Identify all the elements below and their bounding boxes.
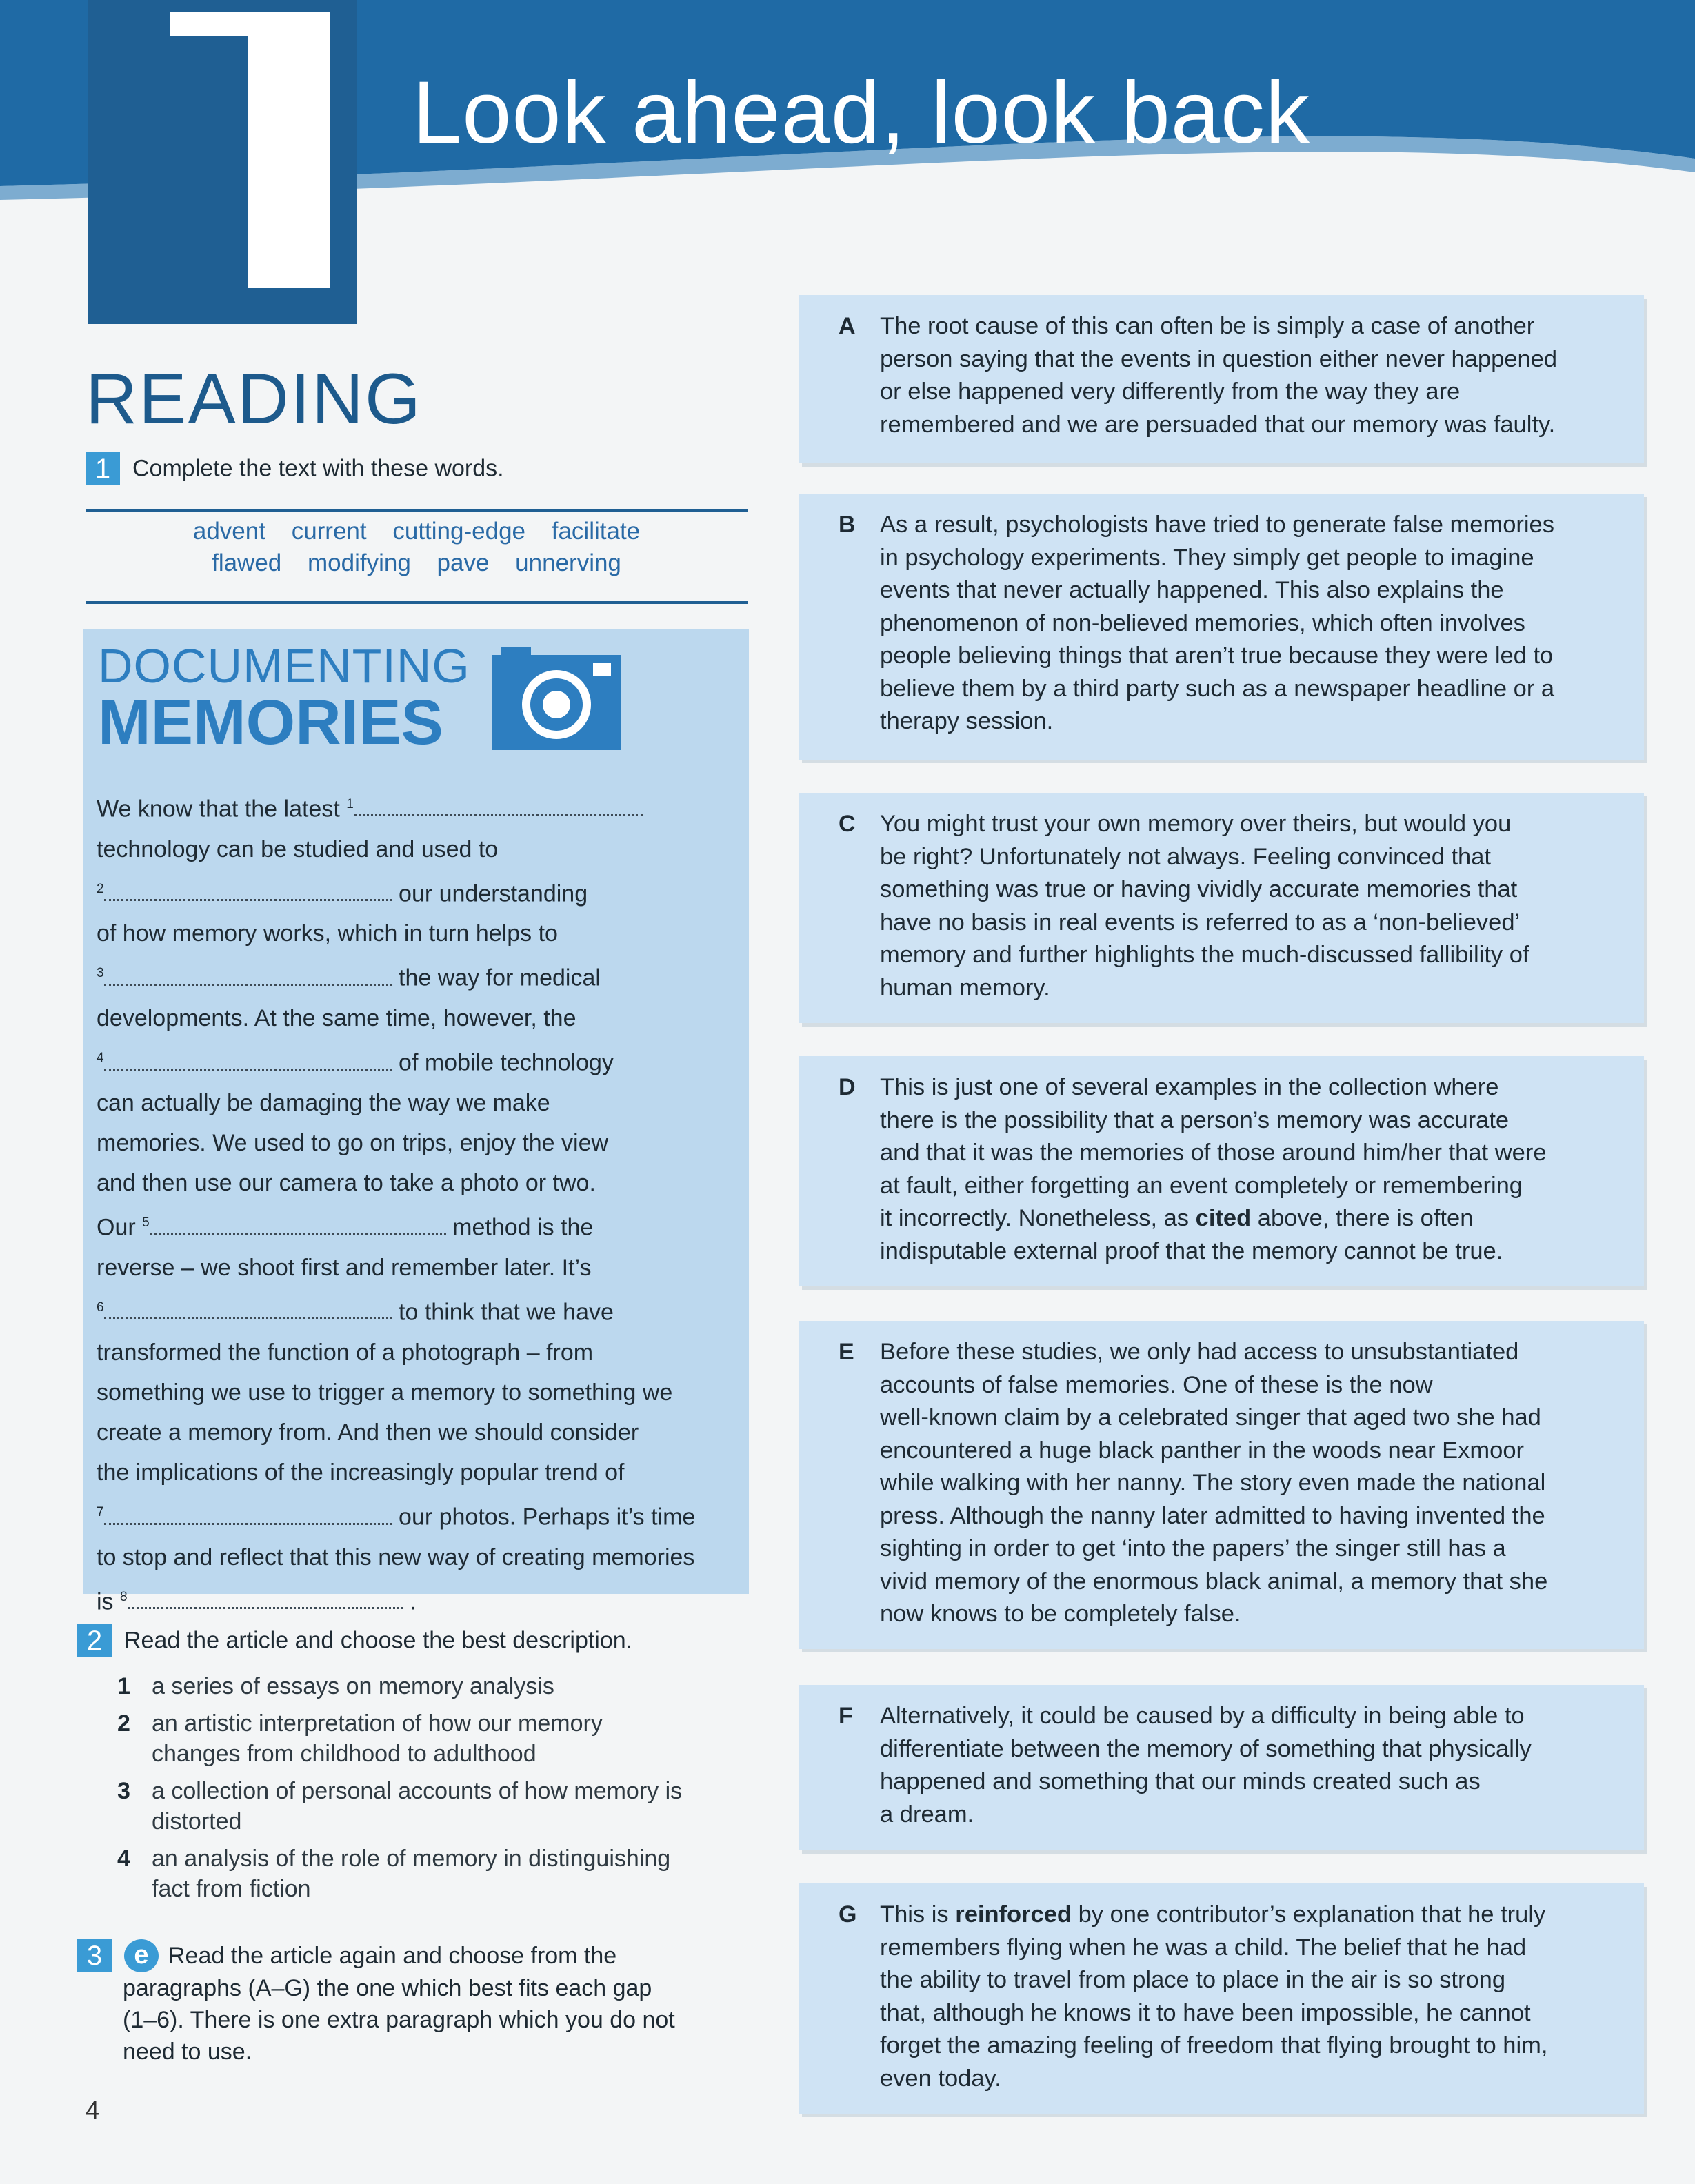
word-option: flawed xyxy=(212,549,282,576)
description-options xyxy=(117,1671,752,1911)
gap-blank[interactable] xyxy=(104,1051,392,1071)
unit-number-block xyxy=(88,0,357,324)
word-option: cutting-edge xyxy=(392,518,525,545)
paragraph-a: A The root cause of this can often be is simply a case of another person saying that the events in question either never happened or else happened very differently from the way they are remembered and we are persuaded that our memory was faulty. xyxy=(799,295,1644,463)
word-option: current xyxy=(291,518,367,545)
paragraph-letter: A xyxy=(839,313,856,339)
paragraph-letter: C xyxy=(839,811,856,837)
divider xyxy=(86,601,748,604)
paragraph-letter: B xyxy=(839,512,856,538)
gap-blank[interactable] xyxy=(104,1505,392,1525)
exercise-3-instruction: 3 e Read the article again and choose from the paragraphs (A–G) the one which best fits each gap (1–6). There is one extra paragraph which you do not need to use. xyxy=(77,1939,753,2067)
section-title: READING xyxy=(86,359,422,439)
gap-blank[interactable] xyxy=(128,1589,403,1609)
paragraph-c: C You might trust your own memory over theirs, but would you be right? Unfortunately not always. Feeling convinced that something was true or having vividly accurate memories that have no basis in real events is referred to as a ‘non-believed’ memory and further highlights the much-discussed fallibility of human memory. xyxy=(799,793,1644,1023)
paragraph-letter: E xyxy=(839,1339,854,1365)
gap-fill-text: We know that the latest $^1$ technology can be studied and used to $^2$ our understanding of how memory works, which in turn helps to $^3$ the way for medical developments. At the same time, however, the $^4$ of mobile technology can actually be damaging the way we make memories. We used to go on trips, enjoy the view and then use our camera to take a photo or two. Our $^5$ method is the reverse – we shoot first and remember later. It’s $^6$ to think that we have transformed the function of a photograph – from something we use to trigger a memory to something we create a memory from. And then we should consider the implications of the increasingly popular trend of $^7$ our photos. Perhaps it’s time to stop and reflect that this new way of creating memories is $^8$ . xyxy=(97,796,696,1615)
unit-title: Look ahead, look back xyxy=(412,63,1310,162)
option-item[interactable]: 2 an artistic interpretation of how our memory changes from childhood to adulthood xyxy=(117,1710,603,1767)
paragraph-f: F Alternatively, it could be caused by a difficulty in being able to differentiate between the memory of something that physically happened and something that our minds created such as a dream. xyxy=(799,1685,1644,1850)
exercise-2-instruction: 2 Read the article and choose the best description. xyxy=(77,1624,632,1657)
camera-icon xyxy=(492,647,621,754)
e-icon: e xyxy=(124,1939,159,1972)
paragraph-g: G This is reinforced by one contributor’s explanation that he truly remembers flying when he was a child. The belief that he had the ability to travel from place to place in the air is so strong that, although he knows it to have been impossible, he cannot forget the amazing feeling of freedom that flying brought to him, even today. xyxy=(799,1883,1644,2114)
word-option: pave xyxy=(437,549,490,576)
gap-blank[interactable] xyxy=(104,881,392,901)
option-item[interactable]: 1 a series of essays on memory analysis xyxy=(117,1673,554,1699)
word-box xyxy=(86,516,748,579)
option-item[interactable]: 3 a collection of personal accounts of how memory is distorted xyxy=(117,1778,683,1834)
gap-blank[interactable] xyxy=(104,1300,392,1320)
paragraph-letter: G xyxy=(839,1901,857,1928)
gap-blank[interactable] xyxy=(150,1215,446,1235)
paragraph-letter: F xyxy=(839,1703,853,1729)
paragraph-letter: D xyxy=(839,1074,856,1100)
word-option: facilitate xyxy=(551,518,641,545)
option-item[interactable]: 4 an analysis of the role of memory in distinguishing fact from fiction xyxy=(117,1846,671,1902)
exercise-number: 3 xyxy=(77,1939,112,1972)
word-option: modifying xyxy=(308,549,411,576)
divider xyxy=(86,509,748,512)
exercise-1-instruction: 1 Complete the text with these words. xyxy=(86,452,504,485)
gap-blank[interactable] xyxy=(354,796,643,816)
paragraph-b: B As a result, psychologists have tried to generate false memories in psychology experiments. They simply get people to imagine events that never actually happened. This also explains the phenomenon of non-believed memories, which often involves people believing things that aren’t true because they were led to believe them by a third party such as a newspaper headline or a therapy session. xyxy=(799,494,1644,760)
documenting-memories-panel xyxy=(83,629,749,1615)
panel-title-line1: DOCUMENTING xyxy=(98,639,470,693)
exercise-number: 1 xyxy=(86,452,120,485)
panel-title-line2: MEMORIES xyxy=(98,687,443,758)
page-number: 4 xyxy=(86,2096,100,2124)
paragraph-e: E Before these studies, we only had access to unsubstantiated accounts of false memories. One of these is the now well-known claim by a celebrated singer that aged two she had encountered a huge black panther in the woods near Exmoor while walking with her nanny. The story even made the national press. Although the nanny later admitted to having invented the sighting in order to get ‘into the papers’ the singer still has a vivid memory of the enormous black animal, a memory that she now knows to be completely false. xyxy=(799,1321,1644,1649)
exercise-number: 2 xyxy=(77,1624,112,1657)
paragraph-d: D This is just one of several examples in the collection where there is the possibility that a person’s memory was accurate and that it was the memories of those around him/her that were at fault, either forgetting an event completely or remembering it incorrectly. Nonetheless, as cited above, there is often indisputable external proof that the memory cannot be true. xyxy=(799,1056,1644,1286)
word-option: unnerving xyxy=(515,549,621,576)
word-option: advent xyxy=(192,518,265,545)
gap-blank[interactable] xyxy=(104,966,392,986)
